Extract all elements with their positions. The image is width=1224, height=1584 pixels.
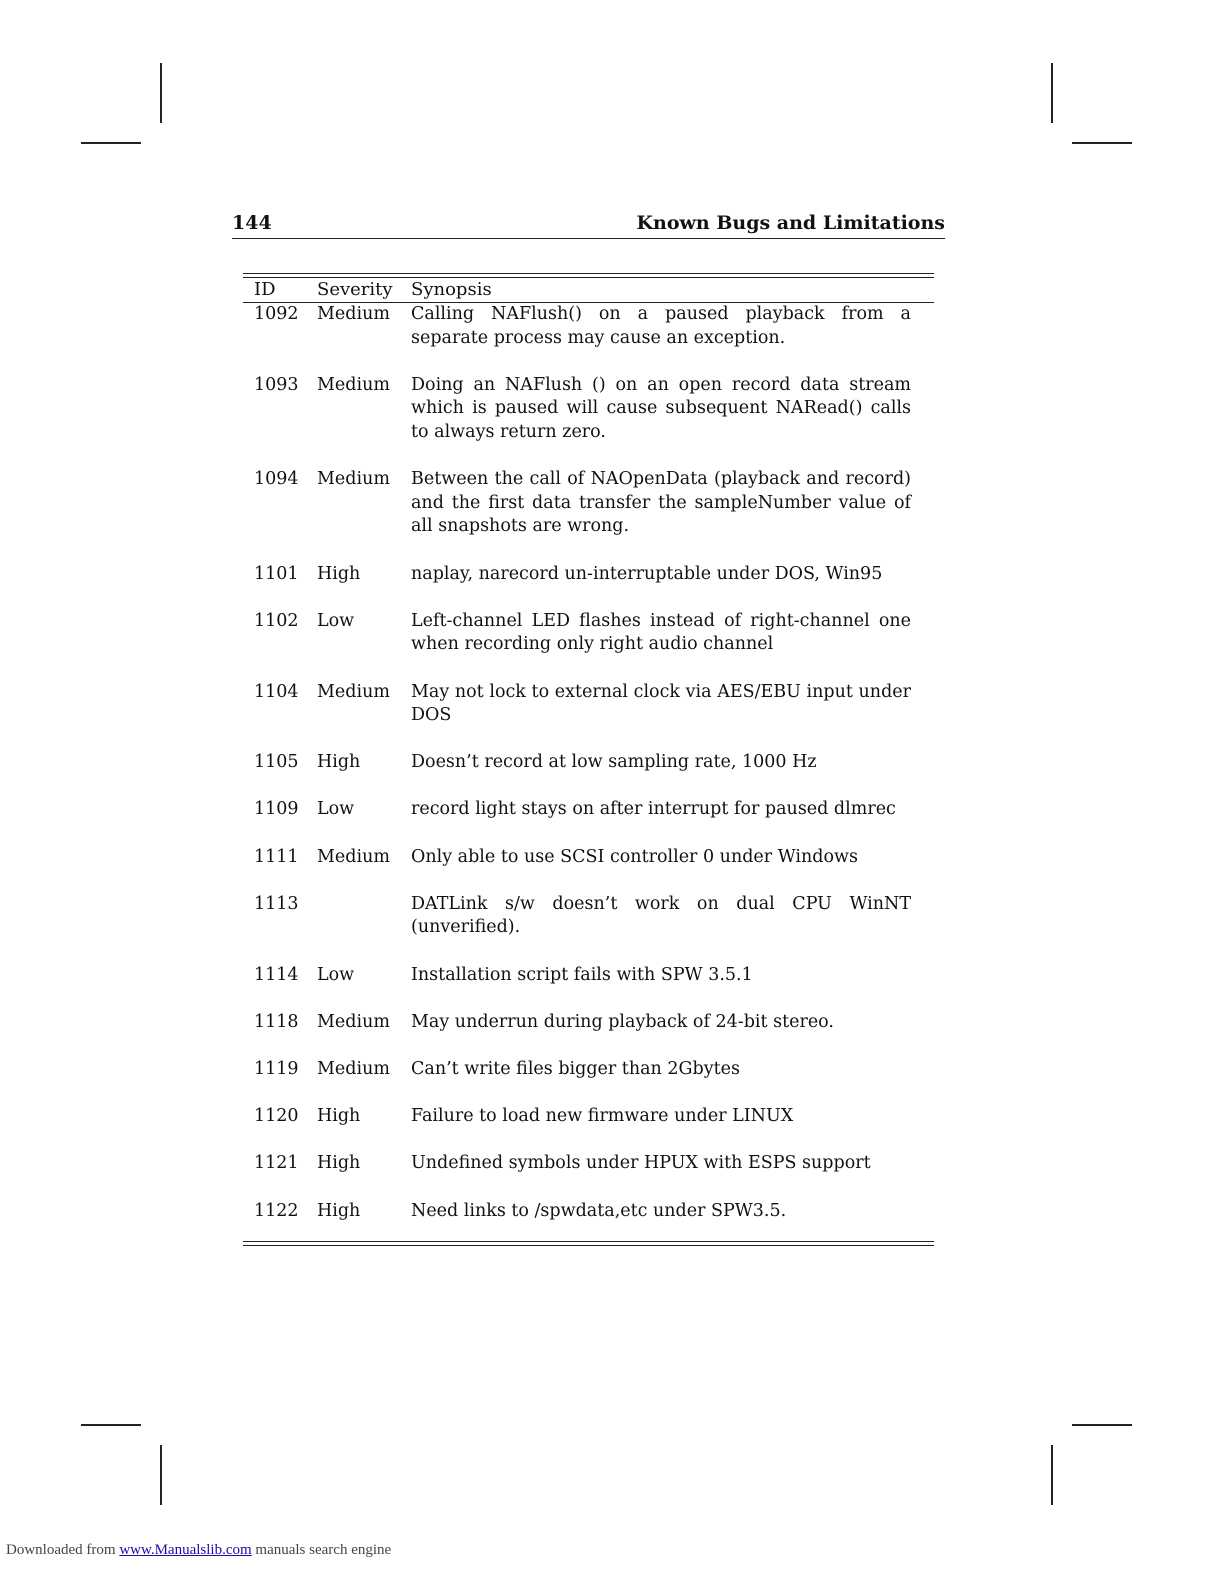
- bug-severity: Medium: [317, 1059, 390, 1079]
- bug-id: 1121: [254, 1153, 299, 1174]
- bug-id: 1114: [254, 964, 299, 985]
- bug-synopsis: naplay, narecord un-interruptable under DOS, Win95: [411, 563, 883, 584]
- bug-id: 1111: [254, 846, 299, 867]
- bug-synopsis: Need links to /spwdata,etc under SPW3.5.: [411, 1200, 787, 1221]
- manualslib-link[interactable]: www.Manualslib.com: [119, 1542, 252, 1558]
- crop-mark-bottom-right-horizontal: [1072, 1424, 1132, 1426]
- table-row: [243, 610, 934, 657]
- table-row: [243, 964, 934, 988]
- bug-id: 1120: [254, 1106, 299, 1127]
- bug-id: 1101: [254, 563, 299, 584]
- bug-id: 1105: [254, 752, 299, 773]
- bug-severity: Medium: [317, 846, 390, 867]
- bug-synopsis: Left-channel LED flashes instead of right-channel one when recording only right audio channel: [411, 610, 911, 655]
- table-row: [243, 1105, 934, 1129]
- bug-severity: High: [317, 1200, 361, 1221]
- chapter-title: Known Bugs and Limitations: [636, 212, 945, 234]
- crop-mark-bottom-left-vertical: [160, 1445, 162, 1505]
- page-number: 144: [232, 212, 272, 234]
- bug-severity: Medium: [317, 304, 390, 324]
- bug-synopsis: Installation script fails with SPW 3.5.1: [411, 964, 753, 985]
- table-header-row: [243, 278, 934, 303]
- bug-severity: Medium: [317, 681, 390, 702]
- bug-id: 1093: [254, 374, 299, 395]
- table-bottom-rule: [243, 1241, 934, 1246]
- bug-synopsis: Calling NAFlush() on a paused playback from a separate process may cause an exception.: [411, 304, 911, 348]
- table-row: [243, 1058, 934, 1082]
- known-bugs-table: [243, 273, 934, 1246]
- bug-synopsis: May not lock to external clock via AES/EBU input under DOS: [411, 681, 911, 726]
- bug-severity: High: [317, 563, 361, 584]
- bug-id: 1122: [254, 1200, 299, 1221]
- bug-synopsis: Doing an NAFlush () on an open record data stream which is paused will cause subsequent NARead() calls to always return zero.: [411, 374, 911, 442]
- bug-severity: High: [317, 1106, 361, 1127]
- table-row: [243, 798, 934, 822]
- table-row: [243, 681, 934, 728]
- table-row: [243, 846, 934, 870]
- bug-id: 1092: [254, 304, 299, 324]
- crop-mark-top-left-vertical: [160, 63, 162, 123]
- download-footer: [6, 1542, 391, 1559]
- bug-id: 1113: [254, 893, 299, 914]
- bug-severity: Low: [317, 964, 355, 985]
- bug-id: 1104: [254, 681, 299, 702]
- running-head: [232, 210, 945, 239]
- bug-synopsis: Between the call of NAOpenData (playback and record) and the first data transfer the sampleNumber value of all snapshots are wrong.: [411, 469, 911, 537]
- bug-id: 1102: [254, 610, 299, 631]
- bug-severity: Medium: [317, 374, 390, 395]
- table-row: [243, 1200, 934, 1224]
- bug-synopsis: May underrun during playback of 24-bit stereo.: [411, 1011, 834, 1032]
- table-row: [243, 563, 934, 587]
- table-row: [243, 303, 934, 350]
- bug-severity: Low: [317, 799, 355, 820]
- bug-synopsis: Undefined symbols under HPUX with ESPS support: [411, 1153, 871, 1174]
- table-body: [243, 303, 934, 1241]
- bug-synopsis: Failure to load new firmware under LINUX: [411, 1106, 794, 1127]
- bug-severity: Low: [317, 610, 355, 631]
- table-row: [243, 751, 934, 775]
- bug-severity: High: [317, 1153, 361, 1174]
- crop-mark-top-right-vertical: [1051, 63, 1053, 123]
- bug-id: 1109: [254, 799, 299, 820]
- table-row: [243, 1152, 934, 1176]
- bug-synopsis: Doesn’t record at low sampling rate, 1000 Hz: [411, 752, 817, 773]
- footer-prefix: Downloaded from: [6, 1542, 116, 1558]
- bug-id: 1119: [254, 1059, 299, 1079]
- bug-synopsis: Only able to use SCSI controller 0 under Windows: [411, 846, 858, 867]
- bug-severity: Medium: [317, 1011, 390, 1032]
- crop-mark-bottom-right-vertical: [1051, 1445, 1053, 1505]
- table-row: [243, 374, 934, 445]
- table-row: [243, 1011, 934, 1035]
- footer-suffix: manuals search engine: [255, 1542, 392, 1558]
- column-header-severity: Severity: [317, 279, 393, 300]
- column-header-synopsis: Synopsis: [411, 279, 492, 300]
- bug-synopsis: DATLink s/w doesn’t work on dual CPU WinNT (unverified).: [411, 893, 911, 938]
- crop-mark-top-left-horizontal: [81, 142, 141, 144]
- bug-synopsis: Can’t write files bigger than 2Gbytes: [411, 1059, 740, 1079]
- table-row: [243, 468, 934, 539]
- crop-mark-bottom-left-horizontal: [81, 1424, 141, 1426]
- column-header-id: ID: [254, 279, 276, 300]
- crop-mark-top-right-horizontal: [1072, 142, 1132, 144]
- bug-severity: High: [317, 752, 361, 773]
- bug-id: 1118: [254, 1011, 299, 1032]
- table-row: [243, 893, 934, 940]
- bug-id: 1094: [254, 469, 299, 490]
- bug-synopsis: record light stays on after interrupt for paused dlmrec: [411, 799, 896, 820]
- bug-severity: Medium: [317, 469, 390, 490]
